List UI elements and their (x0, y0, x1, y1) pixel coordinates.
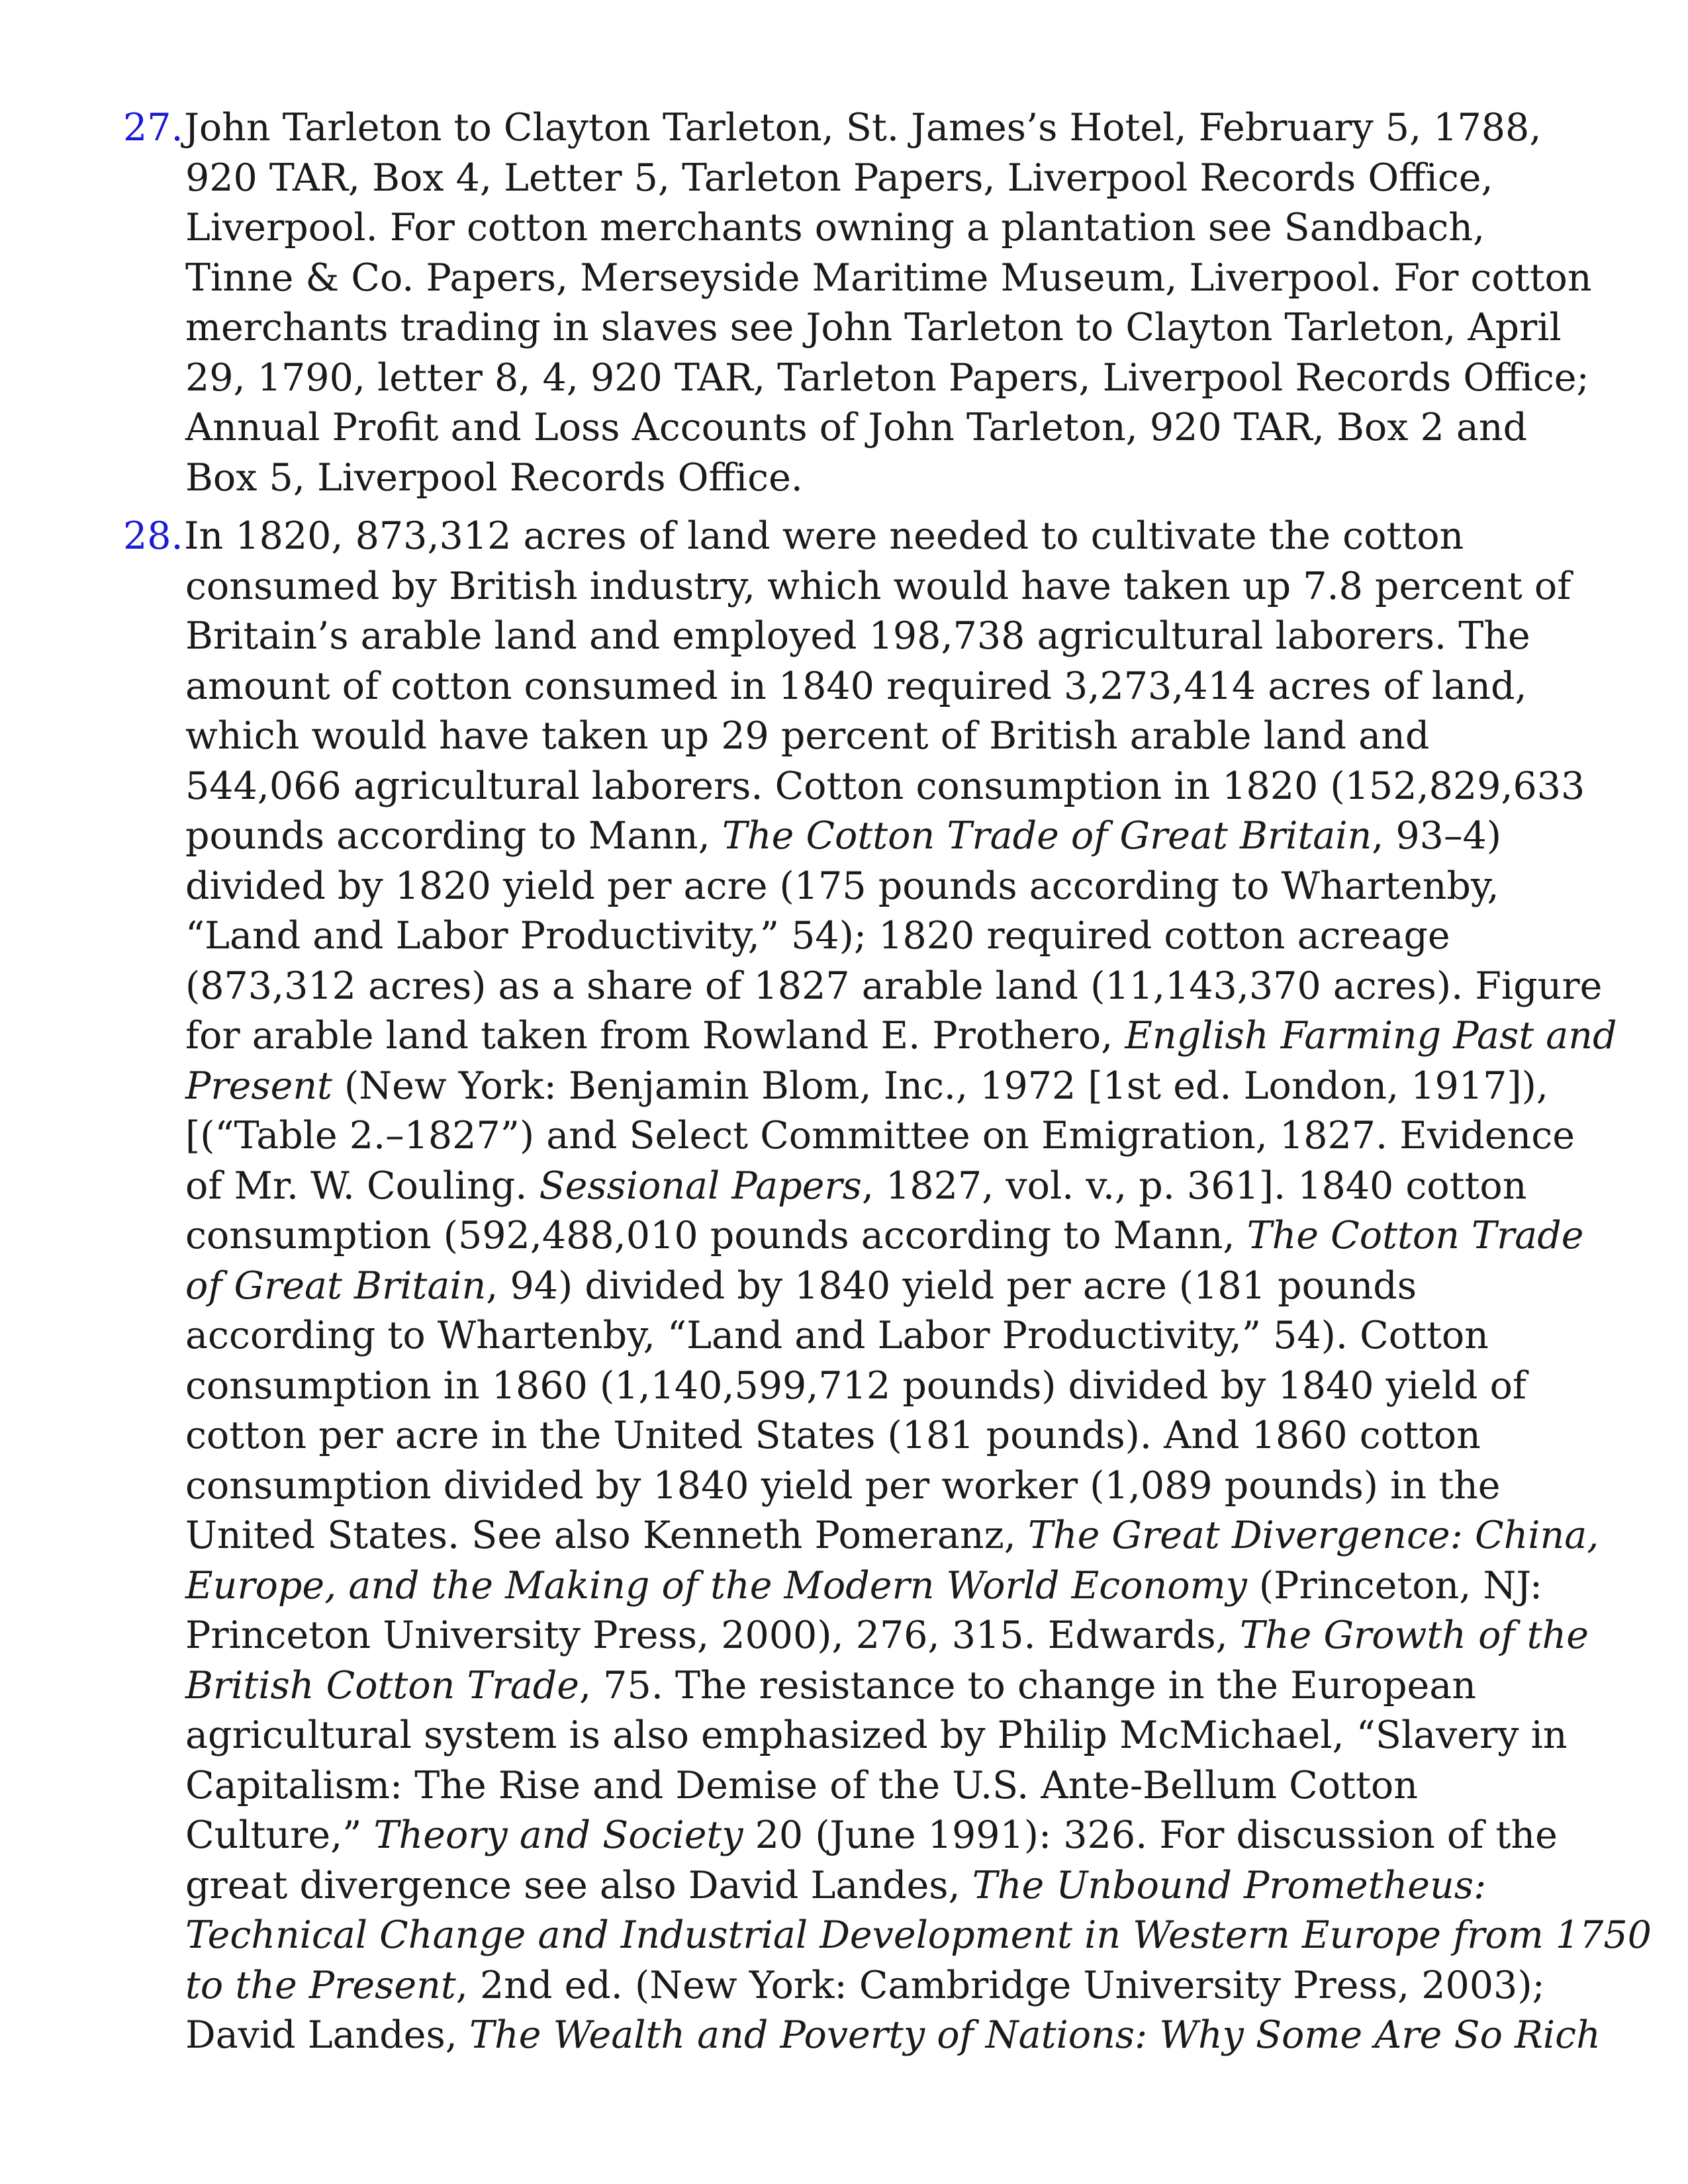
note-text: amount of cotton consumed in 1840 required 3,273,414 acres of land, (185, 664, 1527, 708)
endnote-line (185, 1761, 1569, 1811)
italic-title-text: British Cotton Trade (185, 1663, 579, 1707)
note-text: 544,066 agricultural laborers. Cotton consumption in 1820 (152,829,633 (185, 764, 1585, 808)
endnote (123, 512, 1652, 2061)
note-text: 20 (June 1991): 326. For discussion of the (743, 1813, 1558, 1857)
italic-title-text: The Great Divergence: China, (1027, 1514, 1599, 1557)
note-text: (New York: Benjamin Blom, Inc., 1972 [1st ed. London, 1917]), (332, 1064, 1548, 1108)
endnote-line (185, 1011, 1617, 1062)
endnote-line (185, 154, 1569, 204)
italic-title-text: The Wealth and Poverty of Nations: Why Some Are So Rich (469, 2013, 1601, 2057)
endnote-line (185, 1411, 1569, 1461)
note-text: Liverpool. For cotton merchants owning a plantation see Sandbach, (185, 206, 1485, 250)
italic-title-text: The Unbound Prometheus: (972, 1863, 1487, 1907)
endnote-line (185, 1611, 1589, 1661)
endnote-number-link[interactable]: 27. (123, 106, 183, 150)
note-text: consumed by British industry, which would have taken up 7.8 percent of (185, 564, 1571, 608)
endnote-line (185, 1261, 1569, 1312)
note-text: [(“Table 2.–1827”) and Select Committee on Emigration, 1827. Evidence (185, 1114, 1575, 1158)
note-text: , 93–4) (1372, 814, 1501, 858)
note-text: John Tarleton to Clayton Tarleton, St. James’s Hotel, February 5, 1788, (184, 106, 1542, 150)
note-text: , 2nd ed. (New York: Cambridge University Press, 2003); (455, 1963, 1545, 2007)
endnote-line (185, 1361, 1569, 1412)
endnote-line (185, 1811, 1569, 1861)
endnote-line (185, 253, 1592, 304)
note-text: agricultural system is also emphasized by Philip McMichael, “Slavery in (185, 1713, 1568, 1757)
endnote-line (185, 453, 1569, 504)
note-text: which would have taken up 29 percent of British arable land and (185, 714, 1430, 758)
note-text: cotton per acre in the United States (181 pounds). And 1860 cotton (185, 1414, 1481, 1457)
italic-title-text: The Growth of the (1239, 1614, 1589, 1657)
endnote-line (185, 1211, 1584, 1261)
note-text: consumption (592,488,010 pounds according to Mann, (185, 1214, 1247, 1257)
note-text: United States. See also Kenneth Pomeranz, (185, 1514, 1028, 1557)
note-text: consumption in 1860 (1,140,599,712 pounds) divided by 1840 yield of (185, 1363, 1527, 1408)
italic-title-text: Present (185, 1064, 332, 1108)
endnote-line (184, 512, 1569, 562)
endnote-line (185, 1161, 1569, 1212)
endnote-line (185, 1961, 1569, 2011)
endnote-line (185, 2011, 1601, 2061)
endnote-line (185, 303, 1569, 353)
endnote-line (184, 103, 1569, 154)
italic-title-text: Technical Change and Industrial Development in Western Europe from 1750 (185, 1913, 1652, 1957)
note-text: for arable land taken from Rowland E. Prothero, (185, 1014, 1125, 1058)
note-text: divided by 1820 yield per acre (175 pounds according to Whartenby, (185, 864, 1499, 908)
italic-title-text: Theory and Society (373, 1813, 743, 1857)
note-text: pounds according to Mann, (185, 814, 722, 858)
endnote-line (185, 1711, 1569, 1761)
note-text: great divergence see also David Landes, (185, 1863, 972, 1907)
endnote-line (185, 1661, 1569, 1711)
endnote-line (185, 1911, 1652, 1961)
italic-title-text: Europe, and the Making of the Modern World Economy (185, 1563, 1247, 1608)
endnote-line (185, 962, 1603, 1012)
note-text: , 1827, vol. v., p. 361]. 1840 cotton (861, 1163, 1527, 1208)
italic-title-text: The Cotton Trade of Great Britain (722, 814, 1372, 858)
endnote-line (185, 862, 1569, 912)
note-text: Capitalism: The Rise and Demise of the U.S. Ante-Bellum Cotton (185, 1763, 1418, 1807)
endnote-line (185, 762, 1585, 812)
endnote-line (185, 562, 1569, 612)
endnote-line (185, 662, 1569, 712)
endnote (123, 103, 1592, 503)
endnote-line (185, 1311, 1569, 1361)
endnote-line (185, 1561, 1569, 1612)
note-text: 920 TAR, Box 4, Letter 5, Tarleton Papers, Liverpool Records Office, (185, 156, 1493, 200)
endnote-number-link[interactable]: 28. (123, 514, 183, 558)
endnote-line (185, 403, 1569, 453)
note-text: (Princeton, NJ: (1246, 1563, 1543, 1608)
note-text: , 94) divided by 1840 yield per acre (181 pounds (486, 1263, 1417, 1308)
endnote-line (185, 711, 1569, 762)
endnote-line (185, 203, 1569, 253)
note-text: In 1820, 873,312 acres of land were needed to cultivate the cotton (184, 514, 1464, 558)
note-text: according to Whartenby, “Land and Labor Productivity,” 54). Cotton (185, 1314, 1489, 1357)
endnote-line (185, 612, 1569, 662)
note-text: consumption divided by 1840 yield per worker (1,089 pounds) in the (185, 1463, 1501, 1508)
endnote-line (185, 353, 1589, 404)
note-text: Princeton University Press, 2000), 276, 315. Edwards, (185, 1614, 1240, 1657)
endnote-line (185, 911, 1569, 962)
note-text: Britain’s arable land and employed 198,738 agricultural laborers. The (185, 614, 1530, 658)
endnotes-page (123, 103, 1652, 2061)
italic-title-text: Sessional Papers (539, 1163, 862, 1208)
note-text: Box 5, Liverpool Records Office. (185, 455, 803, 500)
note-text: 29, 1790, letter 8, 4, 920 TAR, Tarleton Papers, Liverpool Records Office; (185, 355, 1589, 400)
endnote-line (185, 1461, 1569, 1512)
note-text: David Landes, (185, 2013, 469, 2057)
italic-title-text: to the Present (185, 1963, 456, 2007)
note-text: (873,312 acres) as a share of 1827 arable land (11,143,370 acres). Figure (185, 964, 1603, 1008)
note-text: Tinne & Co. Papers, Merseyside Maritime Museum, Liverpool. For cotton (185, 255, 1592, 300)
note-text: , 75. The resistance to change in the European (579, 1663, 1476, 1707)
endnote-line (185, 811, 1569, 862)
italic-title-text: The Cotton Trade (1246, 1214, 1584, 1257)
endnote-line (185, 1062, 1569, 1112)
note-text: Annual Profit and Loss Accounts of John Tarleton, 920 TAR, Box 2 and (185, 406, 1528, 449)
italic-title-text: English Farming Past and (1125, 1014, 1617, 1058)
endnotes-list (123, 103, 1652, 2061)
endnote-line (185, 1111, 1575, 1161)
note-text: of Mr. W. Couling. (185, 1163, 539, 1208)
italic-title-text: of Great Britain (185, 1263, 487, 1308)
note-text: Culture,” (185, 1813, 374, 1857)
note-text: “Land and Labor Productivity,” 54); 1820 required cotton acreage (185, 914, 1450, 958)
endnote-line (185, 1511, 1599, 1561)
endnote-line (185, 1861, 1569, 1911)
note-text: merchants trading in slaves see John Tarleton to Clayton Tarleton, April (185, 306, 1562, 349)
